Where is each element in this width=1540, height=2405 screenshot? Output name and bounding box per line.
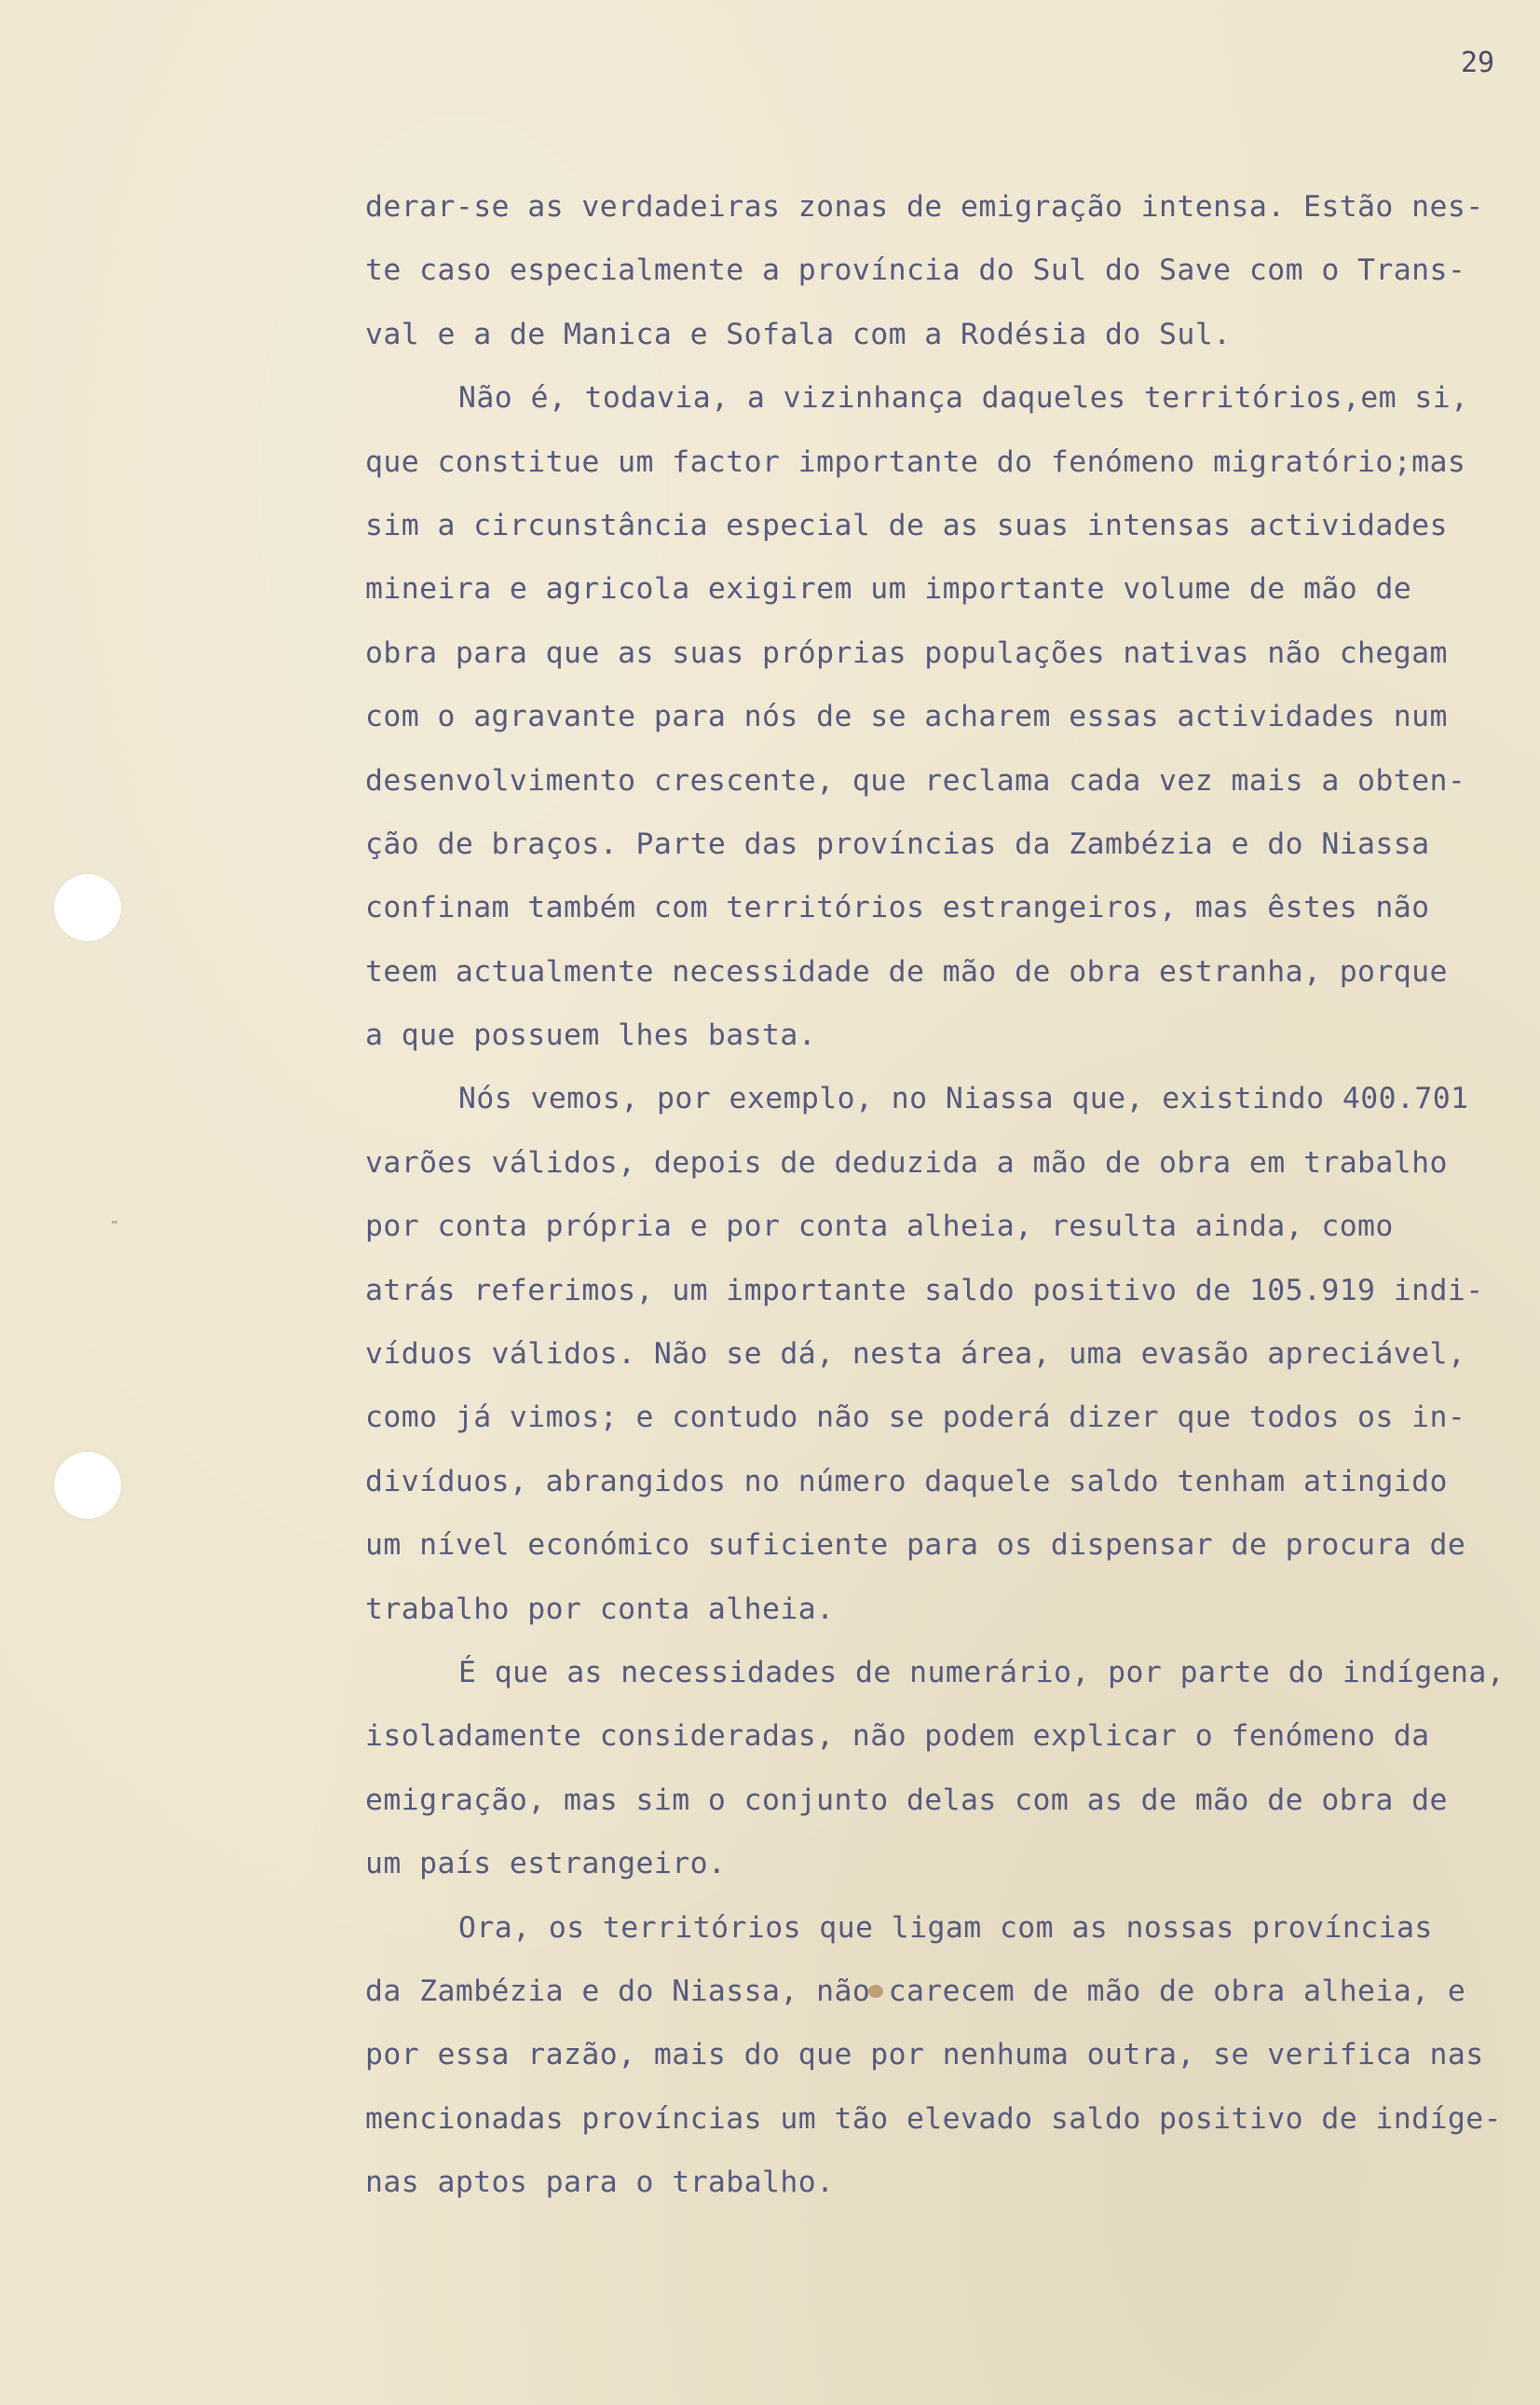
text-line: isoladamente consideradas, não podem explicar o fenómeno da <box>365 1719 1430 1754</box>
text-line: atrás referimos, um importante saldo positivo de 105.919 indi- <box>365 1273 1484 1307</box>
paragraph-start-line: É que as necessidades de numerário, por parte do indígena, <box>458 1655 1506 1689</box>
text-line: divíduos, abrangidos no número daquele saldo tenham atingido <box>365 1464 1448 1498</box>
text-line: confinam também com territórios estrangeiros, mas êstes não <box>365 891 1430 925</box>
text-line: ção de braços. Parte das províncias da Zambézia e do Niassa <box>365 827 1430 861</box>
paragraph-start-line: Ora, os territórios que ligam com as nossas províncias <box>458 1910 1433 1945</box>
text-line: um nível económico suficiente para os dispensar de procura de <box>365 1528 1466 1563</box>
text-line: varões válidos, depois de deduzida a mão de obra em trabalho <box>365 1145 1448 1180</box>
margin-mark <box>112 1221 117 1223</box>
text-line: por conta própria e por conta alheia, resulta ainda, como <box>365 1209 1394 1244</box>
text-line: da Zambézia e do Niassa, não carecem de mão de obra alheia, e <box>365 1974 1466 2008</box>
text-line: por essa razão, mais do que por nenhuma outra, se verifica nas <box>365 2038 1484 2072</box>
text-line: a que possuem lhes basta. <box>365 1018 817 1053</box>
typewritten-body <box>365 175 1511 2215</box>
text-line: desenvolvimento crescente, que reclama cada vez mais a obten- <box>365 763 1466 798</box>
text-line: um país estrangeiro. <box>365 1847 727 1881</box>
text-line: te caso especialmente a província do Sul do Save com o Trans- <box>365 253 1466 288</box>
text-line: val e a de Manica e Sofala com a Rodésia do Sul. <box>365 317 1232 351</box>
text-line: nas aptos para o trabalho. <box>365 2166 835 2200</box>
text-line: víduos válidos. Não se dá, nesta área, uma evasão apreciável, <box>365 1337 1466 1372</box>
text-line: como já vimos; e contudo não se poderá dizer que todos os in- <box>365 1401 1466 1435</box>
text-line: emigração, mas sim o conjunto delas com as de mão de obra de <box>365 1783 1448 1817</box>
text-line: mineira e agricola exigirem um importante volume de mão de <box>365 572 1412 607</box>
paragraph-start-line: Nós vemos, por exemplo, no Niassa que, existindo 400.701 <box>458 1082 1469 1116</box>
text-line: sim a circunstância especial de as suas intensas actividades <box>365 508 1448 542</box>
punch-hole-top <box>54 874 121 941</box>
text-line: que constitue um factor importante do fenómeno migratório;mas <box>365 444 1466 479</box>
punch-hole-bottom <box>54 1452 121 1519</box>
text-line: obra para que as suas próprias populações nativas não chegam <box>365 635 1448 670</box>
text-line: com o agravante para nós de se acharem essas actividades num <box>365 700 1448 734</box>
text-line: mencionadas províncias um tão elevado saldo positivo de indíge- <box>365 2101 1502 2136</box>
text-line: trabalho por conta alheia. <box>365 1592 835 1626</box>
text-line: derar-se as verdadeiras zonas de emigração intensa. Estão nes- <box>365 190 1484 224</box>
text-line: teem actualmente necessidade de mão de obra estranha, porque <box>365 954 1448 989</box>
page-number: 29 <box>1461 47 1495 79</box>
paragraph-start-line: Não é, todavia, a vizinhança daqueles territórios,em si, <box>458 381 1469 416</box>
